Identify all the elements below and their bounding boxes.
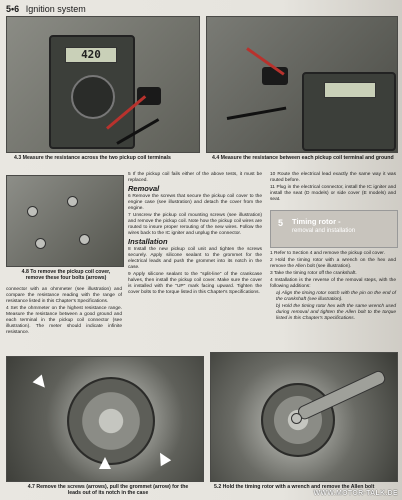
chapter-title: Ignition system bbox=[25, 4, 86, 14]
page-header bbox=[6, 4, 86, 14]
meter-display: 420 bbox=[65, 47, 117, 63]
text-column-3 bbox=[270, 172, 396, 204]
meter-display bbox=[324, 82, 376, 98]
paragraph: connector with an ohmmeter (see illustration) and compare the resistance reading with the range of resistance listed in this Chapter's Specifications. bbox=[6, 287, 122, 304]
paragraph: 7 Unscrew the pickup coil mounting screws (see illustration) and remove the pickup coil. Note how the pickup coil wires are routed to insure proper rerouting of the new wires. Follow the wires back to the IC igniter and unplug the connector. bbox=[128, 213, 262, 236]
photo-4-3 bbox=[6, 16, 200, 153]
section-number: 5 bbox=[278, 218, 284, 228]
paragraph: 5 If the pickup coil fails either of the above tests, it must be replaced. bbox=[128, 172, 262, 183]
paragraph: 2 Hold the timing rotor with a wrench on the hex and remove the Allen bolt (see illustration). bbox=[270, 258, 396, 269]
cover-bolt bbox=[67, 196, 78, 207]
text-column-2 bbox=[128, 172, 262, 297]
pickup-coil-connector bbox=[137, 87, 161, 105]
allen-bolt bbox=[291, 413, 302, 424]
photo-5-2 bbox=[210, 352, 398, 482]
photo-4-4 bbox=[206, 16, 398, 153]
cover-bolt bbox=[35, 238, 46, 249]
pickup-coil-assembly bbox=[67, 377, 155, 465]
caption-4-7-line1: 4.7 Remove the screws (arrows), pull the grommet (arrow) for the bbox=[27, 484, 189, 490]
cover-bolt bbox=[27, 206, 38, 217]
photo-4-7 bbox=[6, 356, 204, 482]
cover-bolt bbox=[79, 234, 90, 245]
caption-4-3: 4.3 Measure the resistance across the two pickup coil terminals bbox=[14, 155, 171, 161]
caption-4-7 bbox=[10, 484, 206, 496]
photo-4-8 bbox=[6, 175, 124, 267]
paragraph: 11 Plug in the electrical connector, install the IC igniter and install the seat (D models) or side cover (E models) and seat. bbox=[270, 185, 396, 202]
paragraph: 1 Refer to Section 4 and remove the pickup coil cover. bbox=[270, 251, 385, 256]
list-item: b) Hold the timing rotor hex with the same wrench used during removal and tighten the Allen bolt to the torque listed in this Chapter's Specifications. bbox=[276, 304, 396, 321]
caption-4-4: 4.4 Measure the resistance between each pickup coil terminal and ground bbox=[212, 155, 394, 161]
caption-4-8 bbox=[10, 269, 122, 281]
ohmmeter bbox=[49, 35, 135, 149]
paragraph: 3 Take the timing rotor off the crankshaft. bbox=[270, 271, 357, 276]
installation-heading: Installation bbox=[128, 237, 168, 246]
paragraph: 6 Remove the screws that secure the pickup coil cover to the engine case (see illustration) and detach the cover from the engine. bbox=[128, 194, 262, 211]
watermark: WWW.MOTOR-TALK.DE bbox=[313, 490, 398, 497]
ohmmeter bbox=[302, 72, 396, 151]
paragraph: 4 Installation is the reverse of the removal steps, with the following additions: bbox=[270, 278, 396, 289]
section-subtitle: removal and installation bbox=[292, 228, 356, 234]
list-item: a) Align the timing rotor notch with the pin on the end of the crankshaft (see illustration). bbox=[276, 291, 396, 302]
arrow-icon bbox=[99, 457, 111, 469]
paragraph: 9 Apply silicone sealant to the "split-line" of the crankcase halves, then install the pickup coil cover. Make sure the cover is installed with the "UP" mark facing upward. Tighten the cover bolts to the torque listed in this Chapter's Specifications. bbox=[128, 272, 262, 295]
paragraph: 10 Route the electrical lead exactly the same way it was routed before. bbox=[270, 172, 396, 183]
caption-4-8-line2: remove these four bolts (arrows) bbox=[25, 275, 107, 281]
removal-heading: Removal bbox=[128, 184, 160, 193]
paragraph: 4 Set the ohmmeter on the highest resistance range. Measure the resistance between a good ground and each terminal in the pickup coil connector (see illustration). The meter should indicate infinite resistance. bbox=[6, 306, 122, 335]
caption-4-7-line2: leads out of its notch in the case bbox=[67, 490, 149, 496]
paragraph: 8 Install the new pickup coil unit and tighten the screws securely. Apply silicone sealant to the grommet for the electrical leads and push the grommet into its notch in the case. bbox=[128, 247, 262, 270]
text-column-3-continued bbox=[270, 251, 396, 323]
page-number: 5•6 bbox=[6, 4, 20, 14]
text-column-1 bbox=[6, 287, 122, 337]
meter-dial bbox=[71, 75, 115, 119]
caption-4-8-line1: 4.8 To remove the pickup coil cover, bbox=[21, 269, 111, 275]
caption-5-2: 5.2 Hold the timing rotor with a wrench and remove the Allen bolt bbox=[214, 484, 375, 490]
section-title: Timing rotor - bbox=[292, 217, 341, 226]
